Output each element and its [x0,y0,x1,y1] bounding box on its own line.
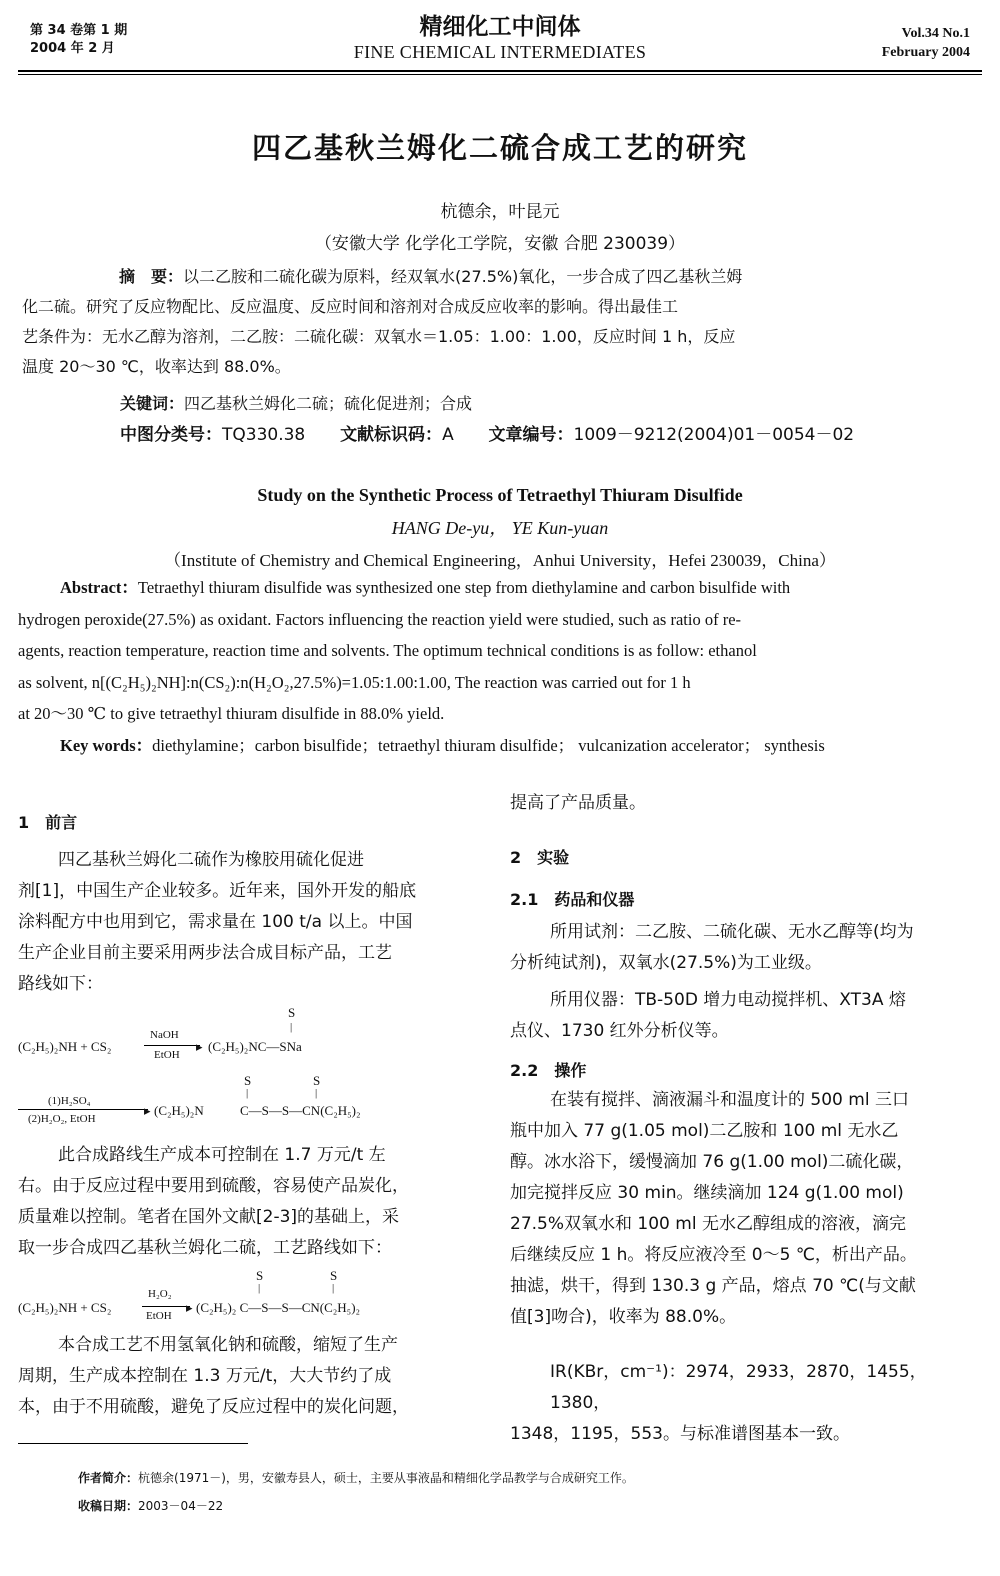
affiliation-en: （Institute of Chemistry and Chemical Engineering，Anhui University，Hefei 230039，China） [164,551,836,570]
section-1-heading: 1 前言 [18,813,78,832]
intro-paragraph-2: 此合成路线生产成本可控制在 1.7 万元/t 左 右。由于反应过程中要用到硫酸，容易使产品炭化， 质量难以控制。笔者在国外文献[2-3]的基础上，采 取一步合成四乙基秋兰姆化二硫，工艺路线如下： [18,1145,409,1258]
reaction-scheme-2: S | S | (C₂H₅)₂NH + CS₂ H₂O₂ ▸ EtOH (C₂H₅)₂ C—S—S—CN(C₂H₅)₂ [18,1268,361,1322]
paper-title-en: Study on the Synthetic Process of Tetraethyl Thiuram Disulfide [257,485,743,505]
abstract-cn: 摘 要：以二乙胺和二硫化碳为原料，经双氧水(27.5%)氧化，一步合成了四乙基秋兰姆 化二硫。研究了反应物配比、反应温度、反应时间和溶剂对合成反应收率的影响。得出最佳工 艺条件为：无水乙醇为溶剂，二乙胺：二硫化碳：双氧水＝1.05：1.00：1.00，反应时间 1 h，反应 温度 20～30 ℃，收率达到 88.0%。 [22,267,743,376]
intro-paragraph-3: 本合成工艺不用氢氧化钠和硫酸，缩短了生产 周期，生产成本控制在 1.3 万元/t，大大节约了成 本，由于不用硫酸，避免了反应过程中的炭化问题， [18,1335,409,1417]
reagents-paragraph: 所用试剂：二乙胺、二硫化碳、无水乙醇等(均为 分析纯试剂)，双氧水(27.5%)为工业级。 [510,922,914,973]
abstract-en-label: Abstract： [60,578,138,597]
header-vol-date: Vol.34 No.1 February 2004 [881,26,970,60]
procedure-paragraph: 在装有搅拌、滴液漏斗和温度计的 500 ml 三口 瓶中加入 77 g(1.05 mol)二乙胺和 100 ml 无水乙 醇。冰水浴下，缓慢滴加 76 g(1.00 mol)二硫化碳， 加完搅拌反应 30 min。继续滴加 124 g(1.00 mol) 27.5%双氧水和 100 ml 无水乙醇组成的溶液，滴完 后继续反应 1 h。将反应液冷至 0～5 ℃，析出产品。 抽滤，烘干，得到 130.3 g 产品，熔点 70 ℃(与文献 值[3]吻合)，收率为 88.0%。 [510,1090,917,1327]
abstract-cn-label: 摘 要： [119,267,184,286]
journal-title-cn: 精细化工中间体 [419,14,581,40]
keywords-cn-label: 关键词： [120,394,185,413]
abstract-en: Abstract：Tetraethyl thiuram disulfide was synthesized one step from diethylamine and carbon bisulfide with hydrogen peroxide(27.5%) as oxidant. Factors influencing the reaction yield were studied, such as ratio of re- agents, reaction temperature, reaction time and solvents. The optimum technical conditions is as follow: ethanol as solvent, n[(C₂H₅)₂NH]:n(CS₂):n(H₂O₂,27.5%)=1.05:1.00:1.00, The reaction was carried out for 1 h at 20～30 ℃ to give tetraethyl thiuram disulfide in 88.0% yield. [18,578,791,723]
keywords-cn: 关键词：四乙基秋兰姆化二硫；硫化促进剂；合成 [120,394,473,413]
ir-paragraph: IR(KBr，cm⁻¹)：2974，2933，2870，1455，1380， 1348，1195，553。与标准谱图基本一致。 [510,1362,927,1444]
journal-title-en: FINE CHEMICAL INTERMEDIATES [353,42,647,62]
classification-line: 中图分类号：TQ330.38 文献标识码：A 文章编号：1009－9212(2004)01－0054－02 [120,425,855,445]
section-2-1-heading: 2.1 药品和仪器 [510,890,635,909]
paper-title-cn: 四乙基秋兰姆化二硫合成工艺的研究 [251,131,748,165]
header-volume: 第 34 卷第 1 期 2004 年 2 月 [30,23,128,56]
footnote-received: 收稿日期：2003－04－22 [78,1499,224,1513]
arrow-2 [18,1109,148,1110]
reaction-scheme-1: S | (C₂H₅)₂NH + CS₂ NaOH ▸ EtOH (C₂H₅)₂NC—SNa S | S | (1)H₂SO₄ ▸ (2)H₂O₂, EtOH (C₂H₅)₂N C—S—S—CN(C₂H₅)₂ [18,1005,361,1125]
authors-cn: 杭德余，叶昆元 [440,202,560,222]
intro-continuation: 提高了产品质量。 [510,793,646,813]
arrow-3 [142,1306,190,1307]
authors-en: HANG De-yu， YE Kun-yuan [391,518,609,538]
keywords-en: Key words：diethylamine；carbon bisulfide；tetraethyl thiuram disulfide； vulcanization accelerator； synthesis [60,736,825,755]
intro-paragraph-1: 四乙基秋兰姆化二硫作为橡胶用硫化促进 剂[1]，中国生产企业较多。近年来，国外开发的船底 涂料配方中也用到它，需求量在 100 t/a 以上。中国 生产企业目前主要采用两步法合成目标产品，工艺 路线如下： [18,850,417,994]
affiliation-cn: （安徽大学 化学化工学院，安徽 合肥 230039） [314,234,686,254]
header-rule-thin [18,74,982,75]
header-journal [0,12,1000,62]
header-rule [18,70,982,72]
section-2-2-heading: 2.2 操作 [510,1061,587,1080]
footnote-author: 作者简介：杭德余(1971－)，男，安徽寿县人，硕士，主要从事液晶和精细化学品教学与合成研究工作。 [78,1471,634,1485]
arrow-1 [144,1045,200,1046]
keywords-en-label: Key words： [60,736,153,755]
footnote-rule [18,1443,248,1444]
section-2-heading: 2 实验 [510,848,570,867]
instruments-paragraph: 所用仪器：TB-50D 增力电动搅拌机、XT3A 熔 点仪、1730 红外分析仪等。 [510,990,906,1041]
